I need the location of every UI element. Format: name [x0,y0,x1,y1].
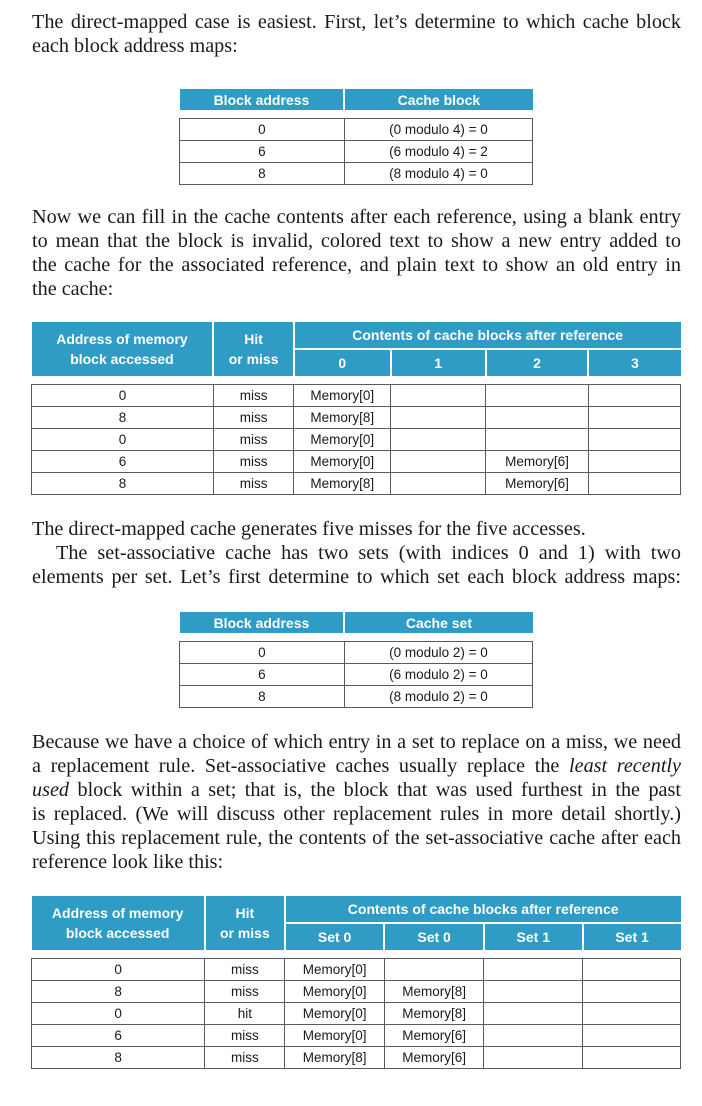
set-cell: Memory[0] [285,959,384,981]
block-cell [486,407,589,429]
column-header: Cache set [344,612,532,633]
address-cell: 8 [32,473,214,495]
set-header: Set 0 [384,923,483,950]
text-span: a replacement rule. Set-associative caches usually replace the [32,755,569,777]
block-address-cell: 6 [180,664,345,686]
address-cell: 0 [32,385,214,407]
block-address-cell: 6 [180,141,345,163]
text-span: block within a set; that is, the block that was used furthest in the past [69,779,681,801]
hit-miss-cell: miss [213,473,293,495]
column-header: Cache block [344,89,532,110]
block-cell: Memory[0] [294,385,391,407]
block-index-header: 1 [391,349,486,376]
emphasis-text: least recently [569,755,681,777]
set-cell: Memory[0] [285,1025,384,1047]
address-cell: 8 [32,407,214,429]
table-row [32,1047,681,1069]
cache-set-cell: (6 modulo 2) = 0 [344,664,532,686]
column-header: Block address [180,89,345,110]
address-column-header [32,896,205,950]
table-row [32,451,681,473]
block-cell [588,385,680,407]
set-cell: Memory[6] [384,1025,483,1047]
table-row [32,473,681,495]
header-line: block accessed [65,925,170,941]
set-cell [484,981,583,1003]
table-row [32,407,681,429]
text-line: the cache: [32,278,114,300]
replacement-rule-paragraph [32,730,681,874]
hit-miss-cell: miss [213,385,293,407]
table-row [180,141,533,163]
address-cell: 0 [32,1003,205,1025]
text-line: Using this replacement rule, the contents of the set-associative cache after each [32,827,681,849]
hit-miss-cell: miss [205,1047,285,1069]
address-cell: 8 [32,1047,205,1069]
set-cell: Memory[8] [384,981,483,1003]
text-line: Now we can fill in the cache contents after each reference, using a blank entry [32,206,681,228]
header-line: Address of memory [51,905,184,921]
contents-column-header: Contents of cache blocks after reference [294,322,681,349]
address-cell: 0 [32,959,205,981]
block-cell: Memory[8] [294,407,391,429]
block-cell: Memory[6] [486,451,589,473]
block-cell [588,451,680,473]
table-row [32,959,681,981]
header-line: Hit [244,331,263,347]
text-line: is replaced. (We will discuss other replacement rules in more detail shortly.) [32,803,681,825]
block-cell [588,407,680,429]
block-cell: Memory[0] [294,451,391,473]
set-cell [583,959,681,981]
hit-miss-cell: miss [213,407,293,429]
cache-set-cell: (8 modulo 2) = 0 [344,686,532,708]
header-line: Address of memory [56,331,188,347]
address-cell: 6 [32,451,214,473]
header-line: Hit [235,905,255,921]
table-row [180,664,533,686]
hit-miss-column-header [205,896,285,950]
set-cell [484,1025,583,1047]
block-address-cell: 0 [180,642,345,664]
set-header: Set 0 [285,923,384,950]
hit-miss-cell: miss [213,429,293,451]
hit-miss-cell: miss [205,1025,285,1047]
set-cell: Memory[8] [285,1047,384,1069]
table-row [180,119,533,141]
table-row [180,642,533,664]
text-line [32,754,681,778]
table-row [32,981,681,1003]
set-associative-intro-paragraph [32,517,681,589]
table-row [32,385,681,407]
table-row [32,1025,681,1047]
set-cell: Memory[0] [285,981,384,1003]
header-line: or miss [219,925,270,941]
hit-miss-cell: miss [205,959,285,981]
cache-block-cell: (0 modulo 4) = 0 [344,119,532,141]
block-cell [391,385,486,407]
emphasis-text: used [32,779,70,801]
block-address-cell: 0 [180,119,345,141]
fill-contents-paragraph [32,205,681,301]
set-cell [583,981,681,1003]
text-line: The direct-mapped cache generates five misses for the five accesses. [32,518,586,540]
set-cell: Memory[8] [384,1003,483,1025]
text-line [32,778,681,802]
hit-miss-cell: miss [205,981,285,1003]
text-line: Because we have a choice of which entry in a set to replace on a miss, we need [32,731,681,753]
header-line: or miss [228,351,279,367]
block-cell: Memory[6] [486,473,589,495]
set-cell [583,1003,681,1025]
hit-miss-cell: miss [213,451,293,473]
table-row [32,1003,681,1025]
set-associative-contents-table [31,896,681,1069]
header-line: block accessed [70,351,174,367]
address-cell: 0 [32,429,214,451]
set-cell [583,1025,681,1047]
block-cell [391,473,486,495]
text-line: each block address maps: [32,35,238,57]
block-index-header: 3 [588,349,680,376]
set-cell: Memory[0] [285,1003,384,1025]
table-row [32,429,681,451]
set-cell [583,1047,681,1069]
block-cell [588,473,680,495]
table-row [180,163,533,185]
block-index-header: 2 [486,349,589,376]
set-cell [484,1003,583,1025]
block-cell [486,385,589,407]
direct-mapped-block-table [179,89,533,185]
block-cell: Memory[8] [294,473,391,495]
set-mapping-table [179,612,533,708]
set-cell [384,959,483,981]
text-line: reference look like this: [32,851,224,873]
text-line: to mean that the block is invalid, colored text to show a new entry added to [32,230,681,252]
text-line: The set-associative cache has two sets (with indices 0 and 1) with two [56,542,681,564]
block-cell [486,429,589,451]
column-header: Block address [180,612,345,633]
cache-block-cell: (8 modulo 4) = 0 [344,163,532,185]
block-cell [391,407,486,429]
contents-column-header: Contents of cache blocks after reference [285,896,681,923]
address-cell: 6 [32,1025,205,1047]
direct-mapped-contents-table [31,322,681,495]
set-cell [484,1047,583,1069]
cache-block-cell: (6 modulo 4) = 2 [344,141,532,163]
block-address-cell: 8 [180,163,345,185]
intro-paragraph [32,10,681,58]
block-cell [588,429,680,451]
address-cell: 8 [32,981,205,1003]
block-index-header: 0 [294,349,391,376]
cache-set-cell: (0 modulo 2) = 0 [344,642,532,664]
hit-miss-cell: hit [205,1003,285,1025]
block-address-cell: 8 [180,686,345,708]
set-header: Set 1 [484,923,583,950]
block-cell [391,451,486,473]
table-row [180,686,533,708]
address-column-header [32,322,214,376]
text-line: the cache for the associated reference, and plain text to show an old entry in [32,254,681,276]
set-header: Set 1 [583,923,681,950]
text-line: The direct-mapped case is easiest. First, let’s determine to which cache block [32,11,681,33]
block-cell [391,429,486,451]
block-cell: Memory[0] [294,429,391,451]
text-line: elements per set. Let’s first determine to which set each block address maps: [32,566,681,588]
set-cell: Memory[6] [384,1047,483,1069]
set-cell [484,959,583,981]
hit-miss-column-header [213,322,293,376]
